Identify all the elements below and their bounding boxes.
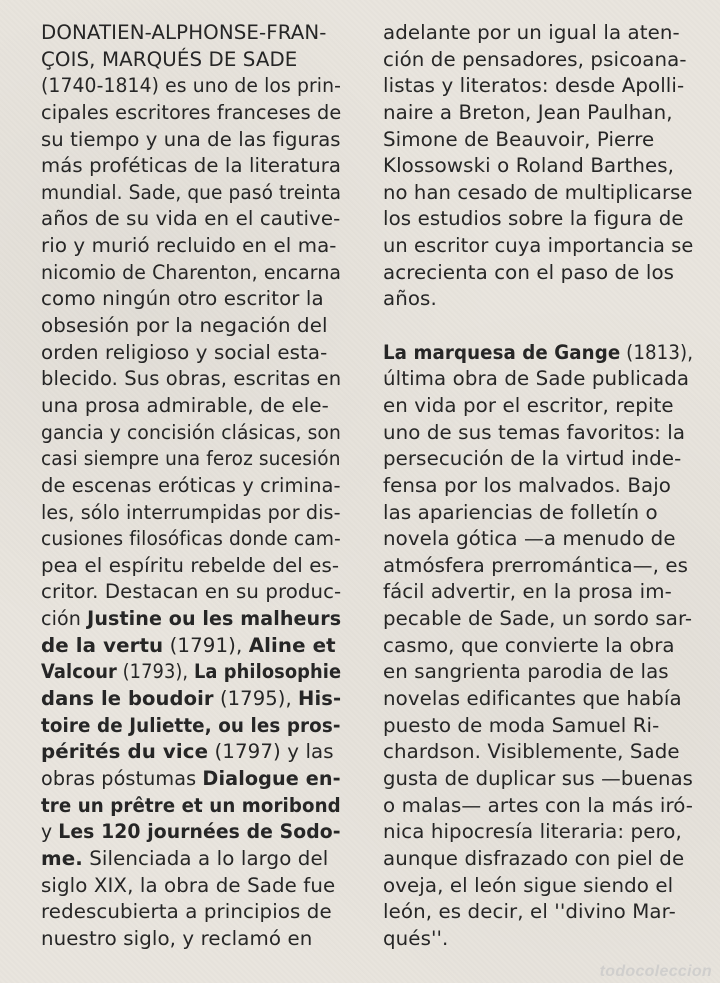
title-text: de la vertu xyxy=(41,633,164,657)
watermark: todocoleccion xyxy=(599,963,712,980)
title-text: dans le boudoir xyxy=(41,687,214,711)
text-line xyxy=(41,500,341,527)
text-line xyxy=(41,100,342,127)
paragraph-gap xyxy=(383,313,693,340)
body-text: novelas edificantes que había xyxy=(383,687,682,711)
text-line xyxy=(41,846,341,873)
text-line xyxy=(383,846,693,873)
text-line xyxy=(41,819,341,846)
body-text: oveja, el león sigue siendo el xyxy=(383,873,674,897)
text-line xyxy=(383,659,693,686)
text-line xyxy=(383,47,693,74)
body-text: en sangrienta parodia de las xyxy=(383,660,669,684)
text-line xyxy=(383,153,693,180)
text-line xyxy=(383,20,693,47)
text-line xyxy=(41,206,341,233)
body-text: uno de sus temas favoritos: la xyxy=(383,420,686,444)
text-line xyxy=(41,260,342,287)
text-line xyxy=(41,873,341,900)
text-line xyxy=(41,366,342,393)
body-text: les, sólo interrumpidas por dis- xyxy=(41,500,341,524)
text-line xyxy=(383,180,693,207)
body-text: (1793), xyxy=(116,660,194,684)
text-line xyxy=(383,739,693,766)
body-text: ción de pensadores, psicoana- xyxy=(383,47,687,71)
text-line xyxy=(41,633,341,660)
text-line xyxy=(41,713,341,740)
body-text: novela gótica —a menudo de xyxy=(383,527,676,551)
text-line xyxy=(41,793,341,820)
text-line xyxy=(41,127,341,154)
text-line xyxy=(41,739,341,766)
text-line xyxy=(41,579,340,606)
title-text: La marquesa de Gange xyxy=(383,340,621,364)
body-text: gusta de duplicar sus —buenas xyxy=(383,766,693,790)
body-text: su tiempo y una de las figuras xyxy=(41,127,341,151)
body-text: obras póstumas xyxy=(41,766,203,790)
body-text: (1791), xyxy=(163,633,249,657)
left-text-column xyxy=(41,20,341,952)
text-line xyxy=(383,260,693,287)
body-text: siglo XIX, la obra de Sade fue xyxy=(41,873,336,897)
text-line xyxy=(41,899,341,926)
title-text: me. xyxy=(41,846,83,870)
body-text: un escritor cuya importancia se xyxy=(383,234,694,258)
body-text: casmo, que convierte la obra xyxy=(383,633,675,657)
body-text: gancia y concisión clásicas, son xyxy=(41,420,341,444)
body-text: mundial. Sade, que pasó treinta xyxy=(41,180,342,204)
body-text: una prosa admirable, de ele- xyxy=(41,393,329,417)
text-line xyxy=(383,579,693,606)
text-line xyxy=(41,473,341,500)
text-line xyxy=(41,553,341,580)
text-line xyxy=(41,686,342,713)
body-text: redescubierta a principios de xyxy=(41,900,332,924)
body-text: pea el espíritu rebelde del es- xyxy=(41,553,340,577)
title-text: Les 120 journées de Sodo- xyxy=(58,820,341,844)
text-line xyxy=(383,393,693,420)
body-text: años de su vida en el cautive- xyxy=(41,207,341,231)
body-text: Silenciada a lo largo del xyxy=(82,846,329,870)
text-line xyxy=(41,20,341,47)
body-text: de escenas eróticas y crimina- xyxy=(41,473,341,497)
text-line xyxy=(41,446,341,473)
text-line xyxy=(41,926,341,953)
body-text: o malas— artes con la más iró- xyxy=(383,793,694,817)
body-text: rio y murió recluido en el ma- xyxy=(41,234,337,258)
right-text-column xyxy=(383,20,693,952)
body-text: blecido. Sus obras, escritas en xyxy=(41,367,342,391)
body-text: los estudios sobre la figura de xyxy=(383,207,684,231)
text-line xyxy=(383,473,693,500)
body-text: fácil advertir, en la prosa im- xyxy=(383,580,672,604)
title-text: His- xyxy=(298,687,342,711)
text-line xyxy=(41,766,341,793)
text-line xyxy=(383,633,693,660)
body-text: en vida por el escritor, repite xyxy=(383,393,674,417)
body-text: nuestro siglo, y reclamó en xyxy=(41,926,313,950)
title-text: pérités du vice xyxy=(41,740,209,764)
text-line xyxy=(383,233,694,260)
text-line xyxy=(383,100,693,127)
body-text: Simone de Beauvoir, Pierre xyxy=(383,127,655,151)
body-text: qués''. xyxy=(383,926,449,950)
text-line xyxy=(383,127,693,154)
text-line xyxy=(383,73,693,100)
text-line xyxy=(383,526,693,553)
body-text: (1740-1814) es uno de los prin- xyxy=(41,74,341,98)
text-line xyxy=(383,766,693,793)
body-text: última obra de Sade publicada xyxy=(383,367,690,391)
body-text: pecable de Sade, un sordo sar- xyxy=(383,607,693,631)
text-line xyxy=(41,47,341,74)
body-text: más proféticas de la literatura xyxy=(41,154,342,178)
body-text: puesto de moda Samuel Ri- xyxy=(383,713,660,737)
body-text: las apariencias de folletín o xyxy=(383,500,658,524)
text-line xyxy=(383,500,693,527)
body-text: (1813), xyxy=(620,340,694,364)
text-line xyxy=(383,819,693,846)
body-text: critor. Destacan en su produc- xyxy=(41,580,342,604)
text-line xyxy=(41,659,342,686)
text-line xyxy=(383,873,693,900)
body-text: (1797) y las xyxy=(208,740,334,764)
body-text: atmósfera prerromántica—, es xyxy=(383,553,689,577)
body-text: cipales escritores franceses de xyxy=(41,100,342,124)
text-line xyxy=(41,420,341,447)
body-text: acrecienta con el paso de los xyxy=(383,260,675,284)
text-line xyxy=(383,366,693,393)
title-text: Valcour xyxy=(41,660,117,684)
text-line xyxy=(41,153,342,180)
text-line xyxy=(41,393,341,420)
title-text: Dialogue en- xyxy=(202,766,341,790)
title-text: La philosophie xyxy=(193,660,342,684)
body-text: nica hipocresía literaria: pero, xyxy=(383,820,682,844)
text-line xyxy=(383,606,693,633)
body-text: nicomio de Charenton, encarna xyxy=(41,260,342,284)
body-text: obsesión por la negación del xyxy=(41,314,328,338)
body-text: años. xyxy=(383,287,437,311)
body-text: DONATIEN-ALPHONSE-FRAN- xyxy=(41,21,327,44)
text-line xyxy=(41,313,341,340)
body-text: naire a Breton, Jean Paulhan, xyxy=(383,100,673,124)
title-text: toire de Juliette, ou les pros- xyxy=(41,713,341,737)
text-line xyxy=(383,713,693,740)
body-text: ÇOIS, MARQUÉS DE SADE xyxy=(41,47,298,71)
title-text: Aline et xyxy=(248,633,336,657)
text-line xyxy=(383,793,693,820)
body-text: Klossowski o Roland Barthes, xyxy=(383,154,675,178)
body-text: como ningún otro escritor la xyxy=(41,287,324,311)
body-text: persecución de la virtud inde- xyxy=(383,447,682,471)
body-text: (1795), xyxy=(213,687,299,711)
text-line xyxy=(383,206,693,233)
text-line xyxy=(383,340,694,367)
body-text: aunque disfrazado con piel de xyxy=(383,846,685,870)
body-text: no han cesado de multiplicarse xyxy=(383,180,693,204)
body-text: león, es decir, el ''divino Mar- xyxy=(383,900,676,924)
text-line xyxy=(41,606,342,633)
text-line xyxy=(41,286,341,313)
body-text: casi siempre una feroz sucesión xyxy=(41,447,341,471)
body-text: fensa por los malvados. Bajo xyxy=(383,473,672,497)
text-line xyxy=(383,553,693,580)
text-line xyxy=(383,686,693,713)
text-line xyxy=(383,286,693,313)
text-line xyxy=(383,926,693,953)
title-text: tre un prêtre et un moribond xyxy=(41,793,341,817)
body-text: orden religioso y social esta- xyxy=(41,340,328,364)
body-text: ción xyxy=(41,607,88,631)
body-text: y xyxy=(41,820,59,844)
text-line xyxy=(41,73,341,100)
body-text: adelante por un igual la aten- xyxy=(383,21,680,44)
text-line xyxy=(41,526,341,553)
title-text: Justine ou les malheurs xyxy=(87,607,342,631)
text-line xyxy=(383,446,693,473)
text-line xyxy=(383,899,693,926)
text-line xyxy=(41,180,342,207)
body-text: chardson. Visiblemente, Sade xyxy=(383,740,680,764)
text-line xyxy=(41,340,341,367)
text-line xyxy=(41,233,341,260)
text-line xyxy=(383,420,693,447)
body-text: listas y literatos: desde Apolli- xyxy=(383,74,685,98)
body-text: cusiones filosóficas donde cam- xyxy=(41,527,341,551)
